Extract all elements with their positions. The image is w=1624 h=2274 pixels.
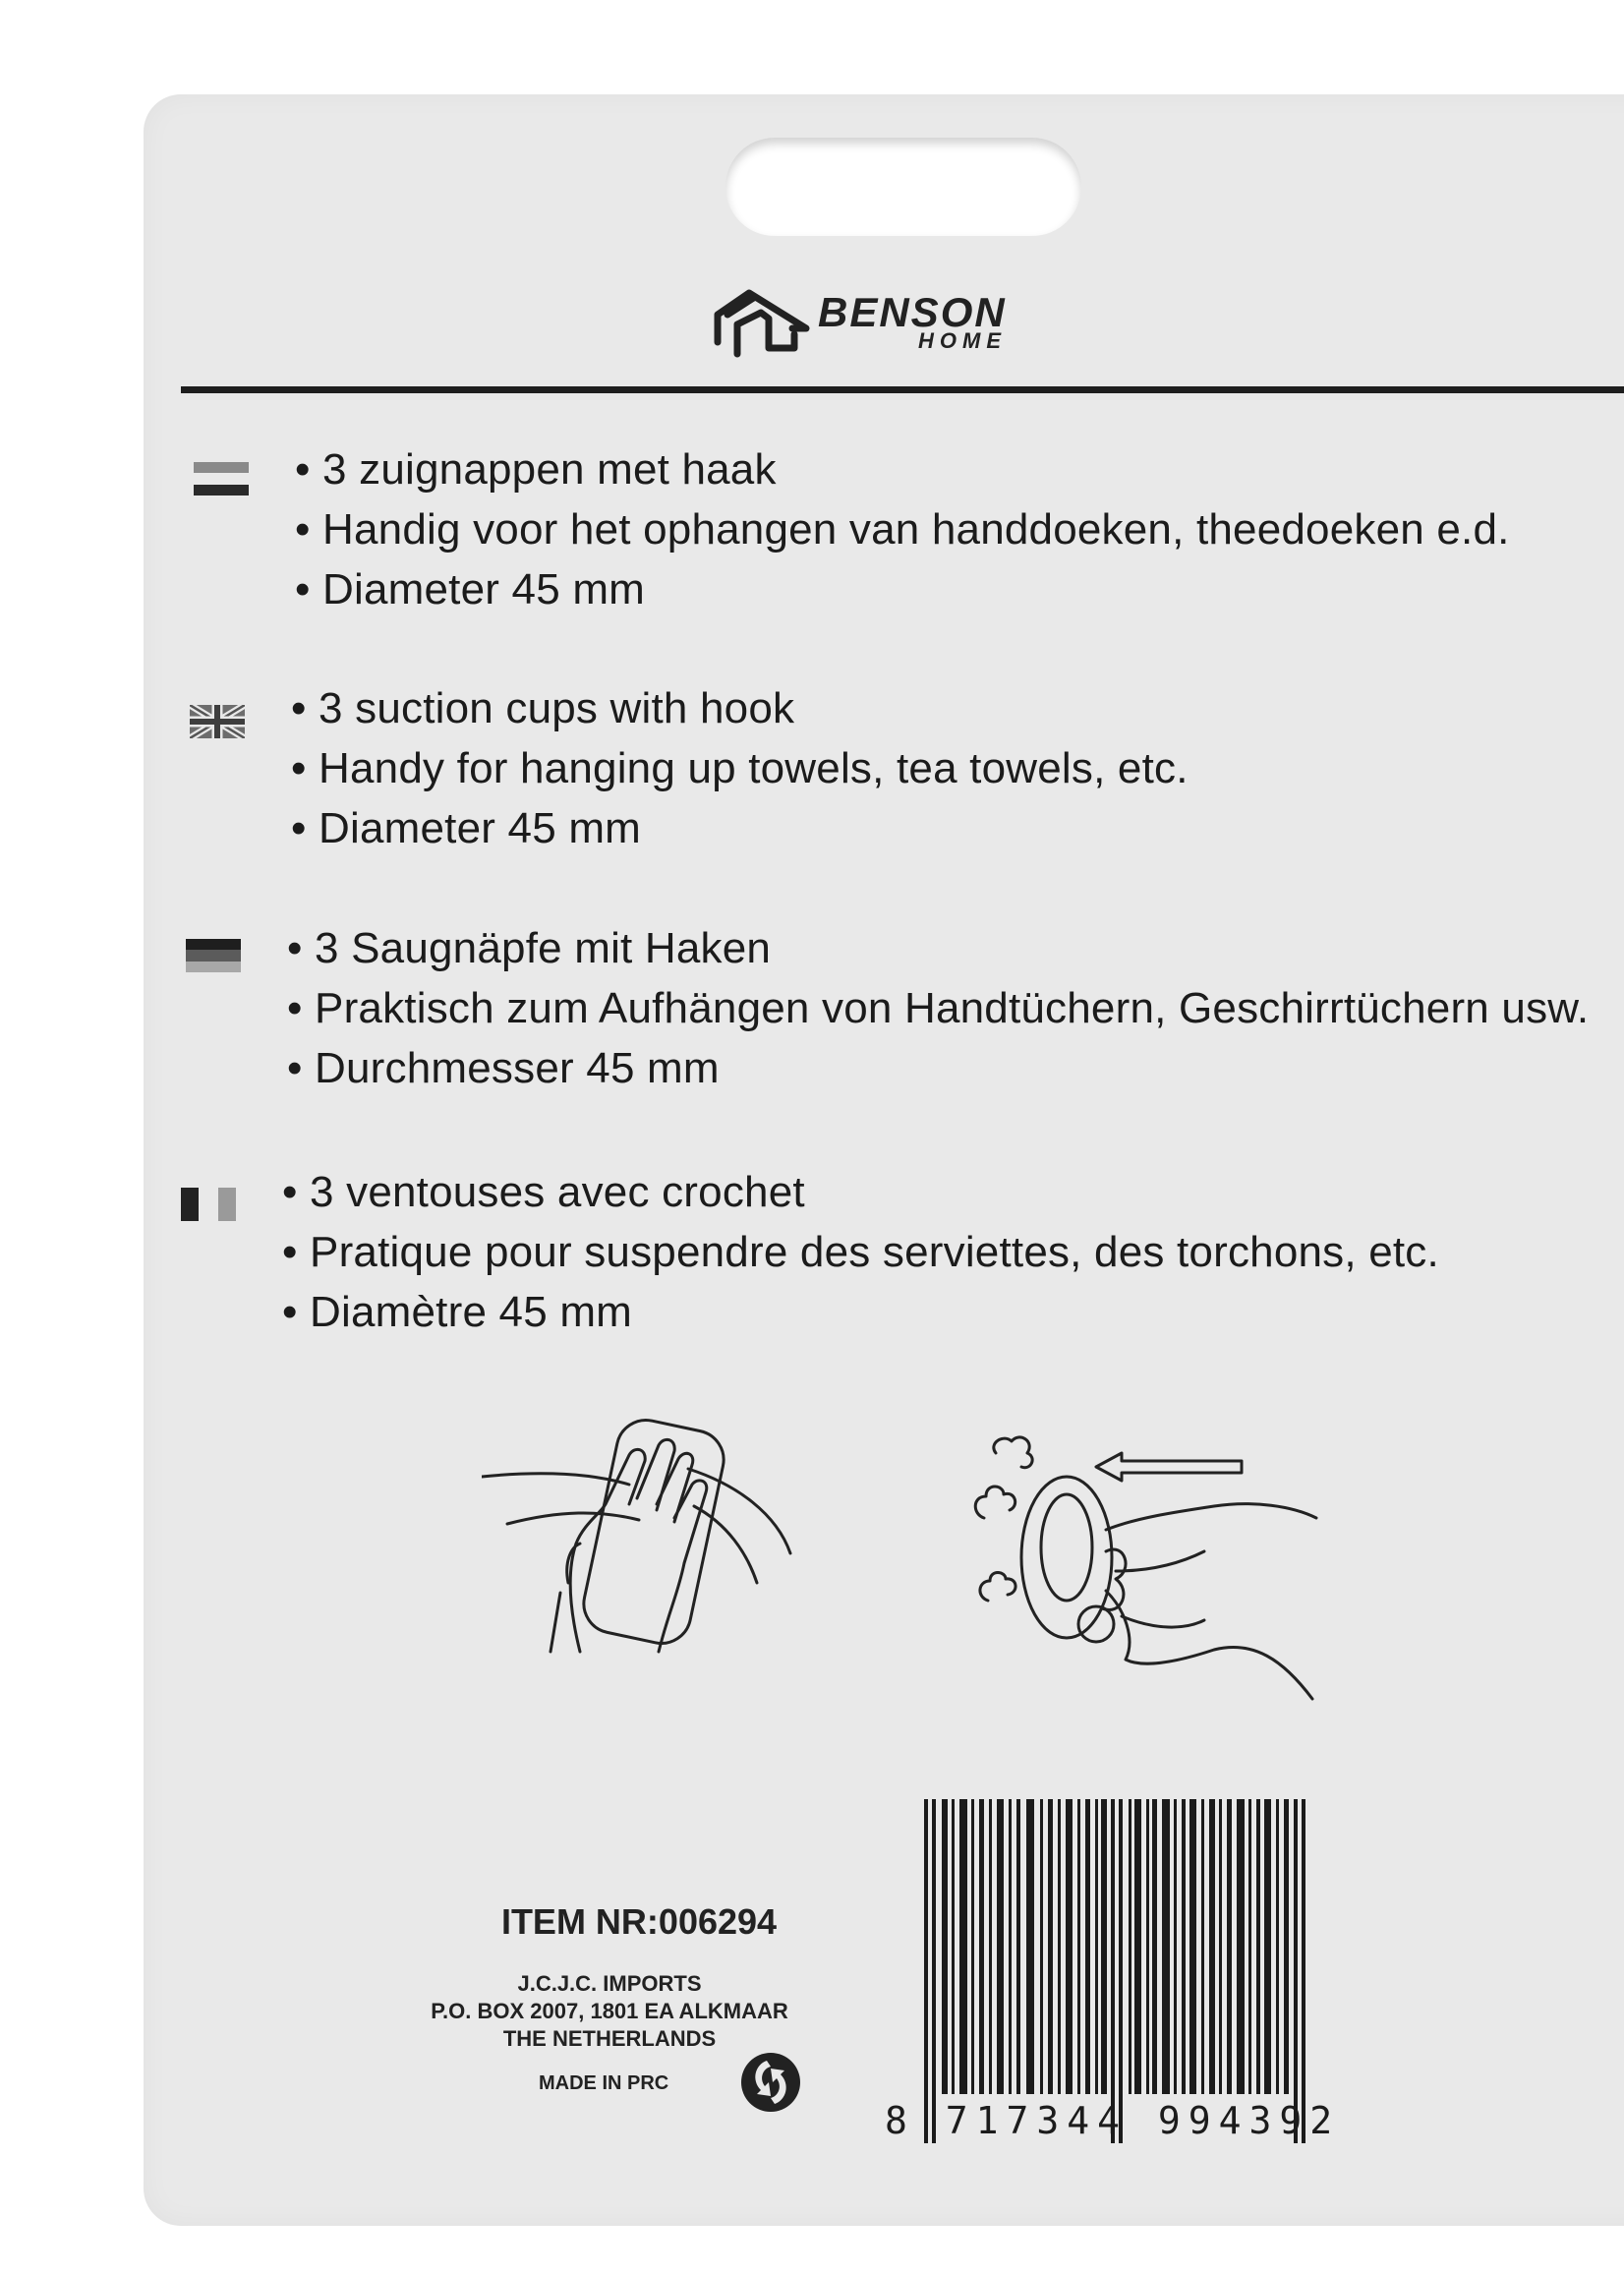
list-item: • Handig voor het ophangen van handdoeken, theedoeken e.d. (295, 499, 1510, 559)
importer-address: P.O. BOX 2007, 1801 EA ALKMAAR (431, 1999, 788, 2023)
list-item: • Diameter 45 mm (291, 798, 1189, 858)
french-bullet-list (282, 1162, 1439, 1342)
dutch-bullet-list (295, 439, 1510, 619)
list-item: • 3 zuignappen met haak (295, 439, 1510, 499)
barcode (924, 1799, 1337, 2143)
importer-country: THE NETHERLANDS (502, 2026, 717, 2051)
wipe-surface-illustration (482, 1416, 806, 1691)
french-flag-icon (181, 1188, 236, 1221)
packaging-card (144, 94, 1624, 2226)
list-item: • Praktisch zum Aufhängen von Handtüchern, Geschirrtüchern usw. (287, 978, 1589, 1038)
brand-name: BENSON (818, 289, 1007, 335)
list-item: • 3 Saugnäpfe mit Haken (287, 918, 1589, 978)
brand-sub: HOME (918, 328, 1007, 353)
brand-logo (710, 285, 1064, 374)
german-flag-icon (186, 939, 241, 972)
list-item: • 3 ventouses avec crochet (282, 1162, 1439, 1222)
importer-name: J.C.J.C. IMPORTS (517, 1971, 702, 1996)
list-item: • Durchmesser 45 mm (287, 1038, 1589, 1098)
uk-flag-icon (190, 705, 245, 738)
list-item: • Pratique pour suspendre des serviettes, des torchons, etc. (282, 1222, 1439, 1282)
list-item: • 3 suction cups with hook (291, 678, 1189, 738)
item-number: ITEM NR:006294 (500, 1901, 778, 1942)
green-dot-recycle-icon (739, 2051, 802, 2114)
list-item: • Handy for hanging up towels, tea towels, etc. (291, 738, 1189, 798)
dutch-flag-icon (194, 462, 249, 496)
made-in-label: MADE IN PRC (539, 2072, 669, 2094)
press-suction-cup-illustration (958, 1424, 1332, 1709)
hang-hole (725, 138, 1081, 236)
list-item: • Diamètre 45 mm (282, 1282, 1439, 1342)
header-divider (181, 386, 1624, 393)
list-item: • Diameter 45 mm (295, 559, 1510, 619)
house-icon (710, 285, 818, 364)
barcode-number: 8 717344 994392 (885, 2099, 1341, 2142)
english-bullet-list (291, 678, 1189, 858)
german-bullet-list (287, 918, 1589, 1098)
